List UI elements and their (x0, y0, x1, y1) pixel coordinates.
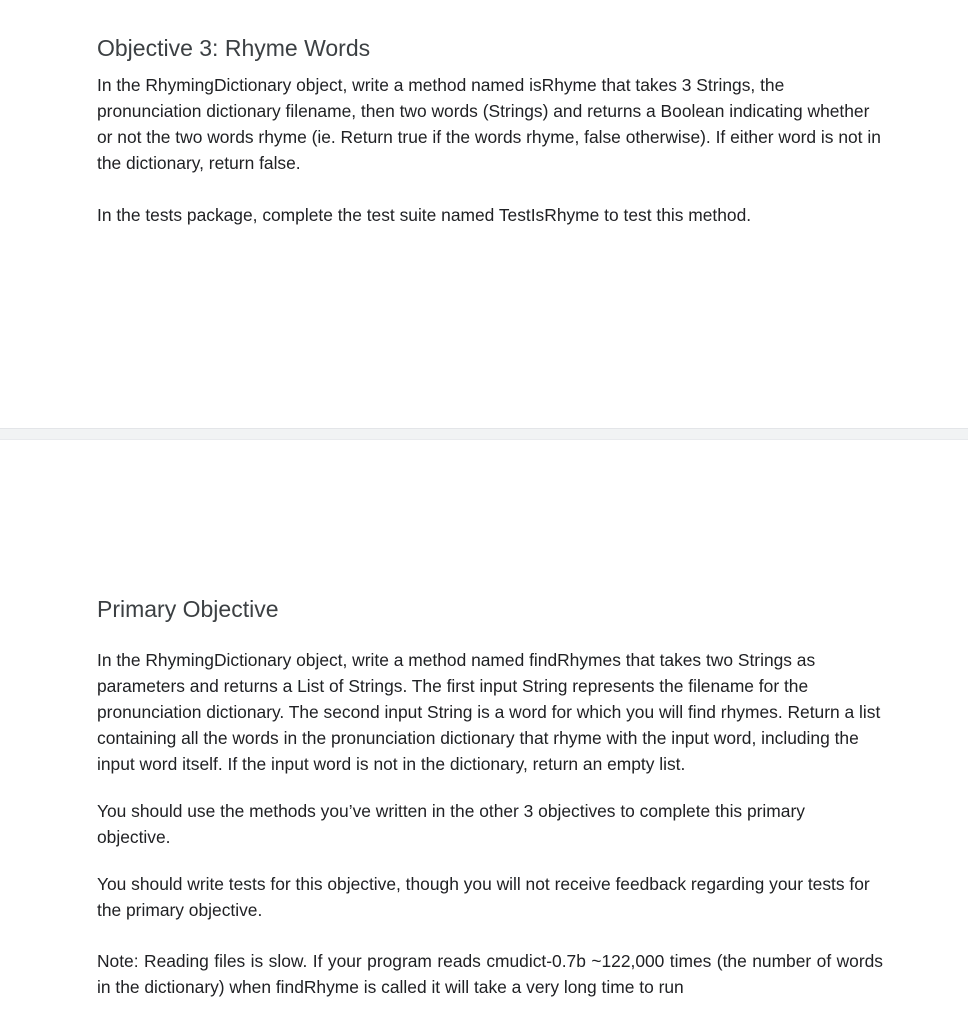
page-1-content (97, 34, 883, 228)
document-page-2 (0, 440, 968, 1024)
page-2-content (97, 595, 883, 1000)
primary-objective-tests-note: You should write tests for this objective, though you will not receive feedback regarding your tests for the primary objective. (97, 874, 870, 920)
objective-3-test-instructions: In the tests package, complete the test suite named TestIsRhyme to test this method. (97, 205, 752, 225)
primary-objective-methods-note: You should use the methods you’ve written in the other 3 objectives to complete this primary objective. (97, 801, 805, 847)
primary-objective-heading: Primary Objective (97, 596, 279, 622)
page-break-divider (0, 428, 968, 440)
primary-objective-description: In the RhymingDictionary object, write a method named findRhymes that takes two Strings as parameters and returns a List of Strings. The first input String represents the filename for the pronunciation dictionary. The second input String is a word for which you will find rhymes. Return a list containing all the words in the pronunciation dictionary that rhyme with the input word, including the input word itself. If the input word is not in the dictionary, return an empty list. (97, 650, 881, 774)
objective-3-description: In the RhymingDictionary object, write a method named isRhyme that takes 3 Strings, the pronunciation dictionary filename, then two words (Strings) and returns a Boolean indicating whether or not the two words rhyme (ie. Return true if the words rhyme, false otherwise). If either word is not in the dictionary, return false. (97, 75, 881, 173)
performance-note: Note: Reading files is slow. If your program reads cmudict-0.7b ~122,000 times (the number of words in the dictionary) when findRhyme is called it will take a very long time to run (97, 951, 883, 997)
objective-3-heading: Objective 3: Rhyme Words (97, 35, 371, 61)
document-page-1 (0, 0, 968, 428)
